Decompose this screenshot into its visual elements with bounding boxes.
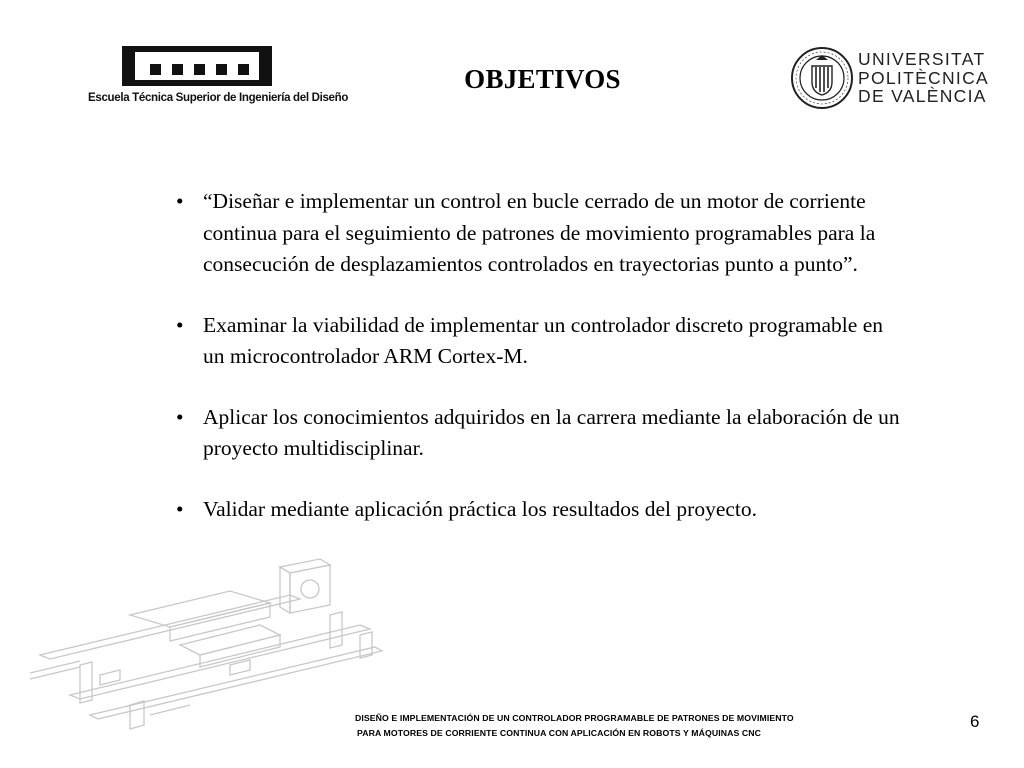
objective-text: Validar mediante aplicación práctica los resultados del proyecto. [203,496,758,521]
objective-text: Aplicar los conocimientos adquiridos en la carrera mediante la elaboración de un proyecto multidisciplinar. [203,404,900,460]
cnc-machine-drawing [30,555,390,735]
list-item [176,186,906,281]
bullet-icon: • [176,312,184,337]
university-name-line-3: DE VALÈNCIA [858,86,987,106]
university-logo [790,46,989,110]
etsid-logo-icon [122,46,272,86]
footer-title-line-2: PARA MOTORES DE CORRIENTE CONTINUA CON APLICACIÓN EN ROBOTS Y MÁQUINAS CNC [357,728,761,738]
university-name-line-1: UNIVERSITAT [858,49,986,69]
list-item [176,494,906,526]
objective-text: Examinar la viabilidad de implementar un controlador discreto programable en un microcontrolador ARM Cortex-M. [203,312,883,368]
objectives-list [176,186,906,525]
university-name-line-2: POLITÈCNICA [858,67,989,88]
footer-title-line-1: DISEÑO E IMPLEMENTACIÓN DE UN CONTROLADOR PROGRAMABLE DE PATRONES DE MOVIMIENTO [355,713,794,723]
school-logo [88,46,349,112]
objective-text: “Diseñar e implementar un control en bucle cerrado de un motor de corriente continua para el seguimiento de patrones de movimiento programables para la consecución de desplazamientos controlados en trayectorias punto a punto”. [203,189,876,276]
school-name: Escuela Técnica Superior de Ingeniería del Diseño [88,90,349,104]
list-item [176,402,906,465]
bullet-icon: • [176,404,184,429]
page-number: 6 [970,712,980,731]
university-name [858,50,989,106]
list-item [176,310,906,373]
slide-title: OBJETIVOS [464,64,621,94]
bullet-icon: • [176,496,184,521]
bullet-icon: • [176,189,184,213]
upv-seal-icon [790,46,854,110]
